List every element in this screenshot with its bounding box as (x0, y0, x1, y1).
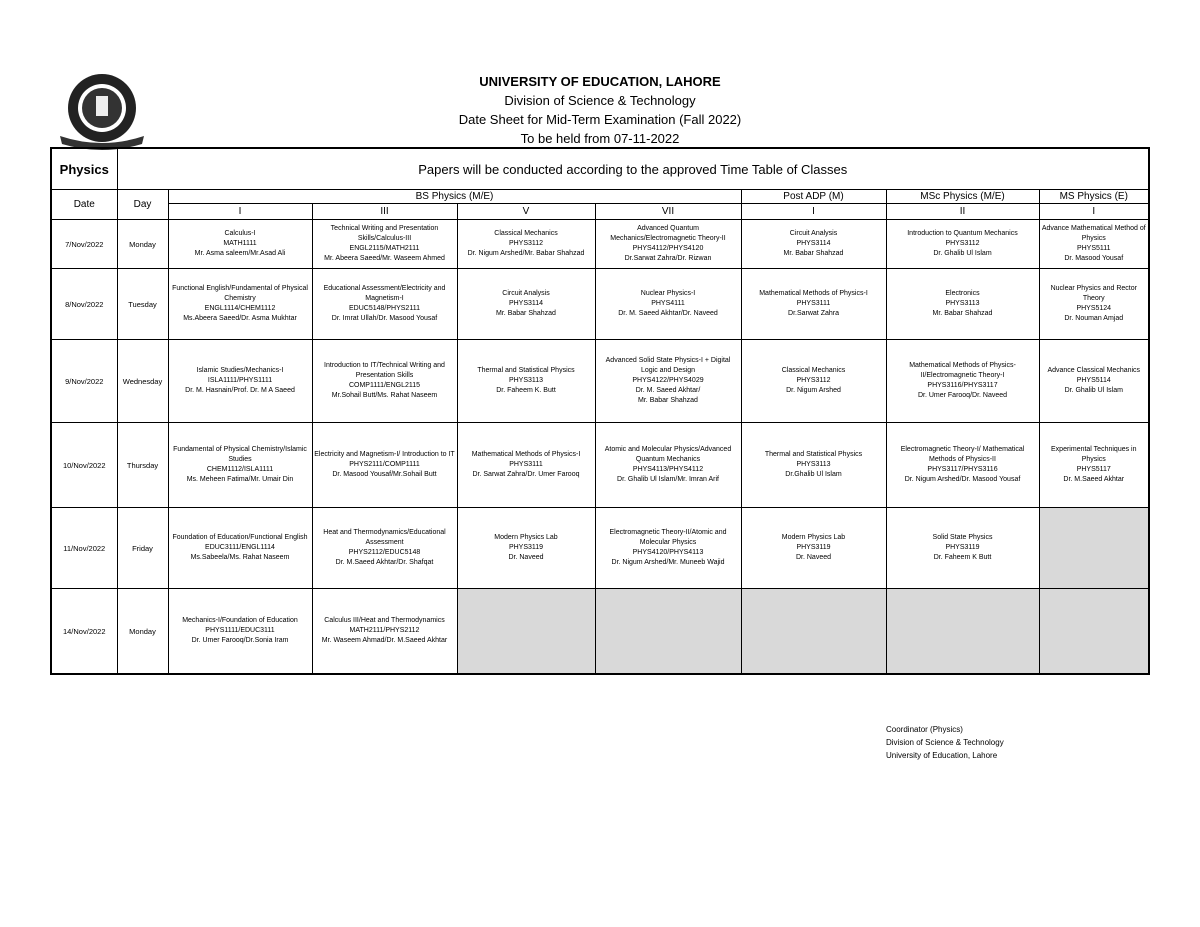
course-line: Dr.Sarwat Zahra (788, 310, 839, 317)
table-row (51, 340, 1149, 423)
course-title: Mathematical Methods of Physics-I (759, 290, 868, 297)
course-title: Functional English/Fundamental of Physical Chemistry (172, 285, 308, 302)
division-name: Division of Science & Technology (504, 93, 696, 108)
course-title: Solid State Physics (932, 534, 993, 541)
paper-cell (886, 340, 1039, 423)
course-line: Mr.Sohail Butt/Ms. Rahat Naseem (331, 392, 438, 399)
course-line: Dr. Masood Yousaf/Mr.Sohail Butt (332, 471, 437, 478)
course-title: Modern Physics Lab (781, 534, 846, 541)
semester-header: I (168, 204, 312, 220)
paper-cell (741, 220, 886, 269)
course-line: Dr. M. Hasnain/Prof. Dr. M A Saeed (185, 387, 295, 394)
semester-header: I (741, 204, 886, 220)
paper-cell (886, 269, 1039, 340)
paper-cell (886, 220, 1039, 269)
program-header: Post ADP (M) (741, 190, 886, 204)
course-title: Calculus III/Heat and Thermodynamics (324, 617, 445, 624)
course-line: Dr. Naveed (795, 554, 832, 561)
signature-line: University of Education, Lahore (886, 751, 998, 760)
table-row (51, 508, 1149, 589)
course-line: PHYS4111 (651, 300, 685, 307)
course-line: Dr. M.Saeed Akhtar/Dr. Shafqat (335, 559, 434, 566)
document-header (0, 72, 1200, 148)
course-line: PHYS3112 (508, 240, 544, 247)
course-title: Electromagnetic Theory-I/ Mathematical Methods of Physics-II (900, 446, 1025, 463)
university-name: UNIVERSITY OF EDUCATION, LAHORE (479, 74, 721, 89)
subject-cell: Physics (51, 148, 117, 190)
course-line: Mr. Asma saleem/Mr.Asad Ali (194, 250, 286, 257)
empty-cell (457, 589, 595, 675)
program-header: MSc Physics (M/E) (886, 190, 1039, 204)
date-cell: 8/Nov/2022 (51, 269, 117, 340)
course-line: Mr. Babar Shahzad (496, 310, 556, 317)
empty-cell (886, 589, 1039, 675)
course-line: EDUC5148/PHYS2111 (349, 305, 420, 312)
course-line: Ms.Abeera Saeed/Dr. Asma Mukhtar (183, 315, 297, 322)
course-line: Dr. M. Saeed Akhtar/Dr. Naveed (618, 310, 718, 317)
course-title: Introduction to IT/Technical Writing and Presentation Skills (324, 362, 445, 379)
course-title: Circuit Analysis (502, 290, 550, 297)
course-line: Mr. Babar Shahzad (932, 310, 993, 317)
course-line: Dr. Umer Farooq/Dr. Naveed (917, 392, 1008, 399)
course-line: COMP1111/ENGL2115 (348, 382, 421, 389)
course-line: MATH2111/PHYS2112 (349, 627, 420, 634)
course-line: PHYS5111 (1076, 245, 1111, 252)
paper-cell (1039, 423, 1149, 508)
paper-cell (312, 220, 457, 269)
paper-cell (312, 340, 457, 423)
course-line: PHYS4112/PHYS4120 (632, 245, 704, 252)
course-title: Nuclear Physics and Rector Theory (1050, 285, 1137, 302)
course-line: PHYS3119 (945, 544, 980, 551)
course-line: PHYS3114 (508, 300, 544, 307)
course-title: Electricity and Magnetism-I/ Introduction to IT (314, 451, 455, 458)
course-line: PHYS3113 (796, 461, 831, 468)
coordinator-signature (886, 723, 1004, 762)
paper-cell (1039, 340, 1149, 423)
course-line: Dr. Ghalib Ul Islam (933, 250, 992, 257)
course-title: Advance Classical Mechanics (1047, 367, 1141, 374)
course-title: Islamic Studies/Mechanics-I (196, 367, 284, 374)
paper-cell (595, 220, 741, 269)
course-line: Dr. Nigum Arshed/Dr. Masood Yousaf (904, 476, 1021, 483)
course-line: PHYS3114 (796, 240, 831, 247)
day-cell: Friday (117, 508, 168, 589)
course-title: Fundamental of Physical Chemistry/Islamic Studies (173, 446, 307, 463)
semester-header: V (457, 204, 595, 220)
course-title: Classical Mechanics (781, 367, 846, 374)
table-row (51, 269, 1149, 340)
day-cell: Monday (117, 220, 168, 269)
paper-cell (457, 423, 595, 508)
course-line: Dr. Faheem K Butt (933, 554, 992, 561)
day-cell: Wednesday (117, 340, 168, 423)
course-title: Modern Physics Lab (494, 534, 558, 541)
course-title: Classical Mechanics (494, 230, 558, 237)
empty-cell (595, 589, 741, 675)
course-line: PHYS3111 (509, 461, 543, 468)
signature-line: Coordinator (Physics) (886, 725, 963, 734)
paper-cell (168, 269, 312, 340)
paper-cell (886, 423, 1039, 508)
course-line: PHYS3111 (796, 300, 831, 307)
paper-cell (312, 508, 457, 589)
semester-header-row (51, 204, 1149, 220)
day-cell: Monday (117, 589, 168, 675)
paper-cell (457, 269, 595, 340)
course-line: Dr. Imrat Ullah/Dr. Masood Yousaf (331, 315, 438, 322)
semester-header: VII (595, 204, 741, 220)
course-title: Advanced Quantum Mechanics/Electromagnetic Theory-II (610, 225, 726, 242)
course-line: PHYS5117 (1076, 466, 1111, 473)
course-line: PHYS1111/EDUC3111 (205, 627, 275, 634)
course-line: Dr. Sarwat Zahra/Dr. Umer Farooq (472, 471, 580, 478)
course-line: PHYS3119 (508, 544, 544, 551)
course-title: Foundation of Education/Functional English (172, 534, 308, 541)
table-row (51, 589, 1149, 675)
course-line: PHYS3117/PHYS3116 (927, 466, 998, 473)
course-line: PHYS4113/PHYS4112 (632, 466, 704, 473)
course-line: Dr. Umer Farooq/Dr.Sonia Iram (191, 637, 289, 644)
course-line: ISLA1111/PHYS1111 (207, 377, 273, 384)
course-line: Mr. Waseem Ahmad/Dr. M.Saeed Akhtar (321, 637, 448, 644)
semester-header: I (1039, 204, 1149, 220)
conduct-note: Papers will be conducted according to the approved Time Table of Classes (117, 148, 1149, 190)
paper-cell (1039, 269, 1149, 340)
paper-cell (886, 508, 1039, 589)
course-title: Electromagnetic Theory-II/Atomic and Molecular Physics (609, 529, 727, 546)
course-line: PHYS4122/PHYS4029 (632, 377, 704, 384)
course-line: MATH1111 (223, 240, 257, 247)
course-title: Thermal and Statistical Physics (764, 451, 863, 458)
course-title: Mathematical Methods of Physics-I (471, 451, 581, 458)
day-cell: Thursday (117, 423, 168, 508)
course-title: Introduction to Quantum Mechanics (907, 230, 1018, 237)
course-line: Ms.Sabeela/Ms. Rahat Naseem (190, 554, 290, 561)
course-line: PHYS5114 (1076, 377, 1111, 384)
paper-cell (457, 508, 595, 589)
course-line: Dr. Nigum Arshed/Mr. Muneeb Wajid (611, 559, 725, 566)
course-line: Dr. Ghalib Ul Islam/Mr. Imran Arif (617, 476, 719, 483)
course-line: Mr. Abeera Saeed/Mr. Waseem Ahmed (324, 255, 445, 262)
course-line: CHEM1112/ISLA1111 (206, 466, 274, 473)
date-header: Date (51, 190, 117, 220)
paper-cell (168, 423, 312, 508)
course-line: PHYS3112 (796, 377, 831, 384)
program-header: BS Physics (M/E) (168, 190, 741, 204)
course-line: PHYS2111/COMP1111 (349, 461, 420, 468)
datesheet-title: Date Sheet for Mid-Term Examination (Fall 2022) (458, 112, 742, 127)
course-title: Mathematical Methods of Physics-II/Electromagnetic Theory-I (909, 362, 1016, 379)
course-title: Atomic and Molecular Physics/Advanced Quantum Mechanics (604, 446, 732, 463)
course-line: Dr. Ghalib Ul Islam (1064, 387, 1123, 394)
program-header: MS Physics (E) (1039, 190, 1149, 204)
day-cell: Tuesday (117, 269, 168, 340)
course-line: PHYS4120/PHYS4113 (632, 549, 704, 556)
course-line: Mr. Babar Shahzad (638, 397, 698, 404)
course-line: EDUC3111/ENGL1114 (205, 544, 275, 551)
course-title: Nuclear Physics-I (640, 290, 696, 297)
course-title: Advance Mathematical Method of Physics (1041, 225, 1146, 242)
course-title: Heat and Thermodynamics/Educational Assessment (323, 529, 446, 546)
paper-cell (741, 423, 886, 508)
course-line: ENGL2115/MATH2111 (349, 245, 420, 252)
paper-cell (168, 589, 312, 675)
paper-cell (312, 423, 457, 508)
empty-cell (1039, 508, 1149, 589)
course-line: Dr.Sarwat Zahra/Dr. Rizwan (624, 255, 712, 262)
course-line: Dr. Nouman Amjad (1064, 315, 1124, 322)
course-title: Advanced Solid State Physics-I + Digital Logic and Design (605, 357, 731, 374)
course-line: PHYS3113 (508, 377, 544, 384)
signature-line: Division of Science & Technology (886, 738, 1004, 747)
date-cell: 10/Nov/2022 (51, 423, 117, 508)
table-row (51, 423, 1149, 508)
semester-header: II (886, 204, 1039, 220)
date-cell: 14/Nov/2022 (51, 589, 117, 675)
course-line: PHYS3113 (945, 300, 980, 307)
paper-cell (457, 220, 595, 269)
empty-cell (1039, 589, 1149, 675)
course-title: Educational Assessment/Electricity and Magnetism-I (323, 285, 446, 302)
empty-cell (741, 589, 886, 675)
course-line: PHYS3112 (945, 240, 980, 247)
paper-cell (457, 340, 595, 423)
course-line: Dr. Masood Yousaf (1064, 255, 1124, 262)
course-line: PHYS2112/EDUC5148 (348, 549, 421, 556)
course-line: Dr. Nigum Arshed/Mr. Babar Shahzad (467, 250, 585, 257)
course-title: Technical Writing and Presentation Skills/Calculus-III (330, 225, 439, 242)
course-line: PHYS3119 (796, 544, 831, 551)
course-title: Mechanics-I/Foundation of Education (182, 617, 298, 624)
date-cell: 7/Nov/2022 (51, 220, 117, 269)
course-line: Dr. Nigum Arshed (786, 387, 841, 394)
paper-cell (168, 220, 312, 269)
course-line: Dr.Ghalib Ul Islam (785, 471, 842, 478)
date-cell: 9/Nov/2022 (51, 340, 117, 423)
paper-cell (741, 508, 886, 589)
course-line: Dr. Faheem K. Butt (496, 387, 556, 394)
paper-cell (312, 269, 457, 340)
course-title: Thermal and Statistical Physics (477, 367, 575, 374)
paper-cell (595, 340, 741, 423)
course-line: PHYS5124 (1076, 305, 1112, 312)
semester-header: III (312, 204, 457, 220)
course-line: ENGL1114/CHEM1112 (204, 305, 276, 312)
course-line: Mr. Babar Shahzad (783, 250, 844, 257)
table-row (51, 220, 1149, 269)
paper-cell (168, 340, 312, 423)
course-title: Experimental Techniques in Physics (1051, 446, 1137, 463)
course-title: Electronics (945, 290, 980, 297)
paper-cell (595, 423, 741, 508)
paper-cell (595, 269, 741, 340)
course-line: Dr. Naveed (508, 554, 544, 561)
day-header: Day (117, 190, 168, 220)
paper-cell (312, 589, 457, 675)
course-line: Ms. Meheen Fatima/Mr. Umair Din (186, 476, 294, 483)
date-cell: 11/Nov/2022 (51, 508, 117, 589)
course-title: Calculus-I (224, 230, 256, 237)
date-sheet-table (50, 147, 1150, 675)
paper-cell (168, 508, 312, 589)
held-from: To be held from 07-11-2022 (520, 131, 680, 146)
course-line: PHYS3116/PHYS3117 (927, 382, 998, 389)
paper-cell (741, 340, 886, 423)
course-line: Dr. M. Saeed Akhtar/ (635, 387, 701, 394)
course-title: Circuit Analysis (789, 230, 838, 237)
paper-cell (1039, 220, 1149, 269)
paper-cell (595, 508, 741, 589)
paper-cell (741, 269, 886, 340)
course-line: Dr. M.Saeed Akhtar (1063, 476, 1125, 483)
